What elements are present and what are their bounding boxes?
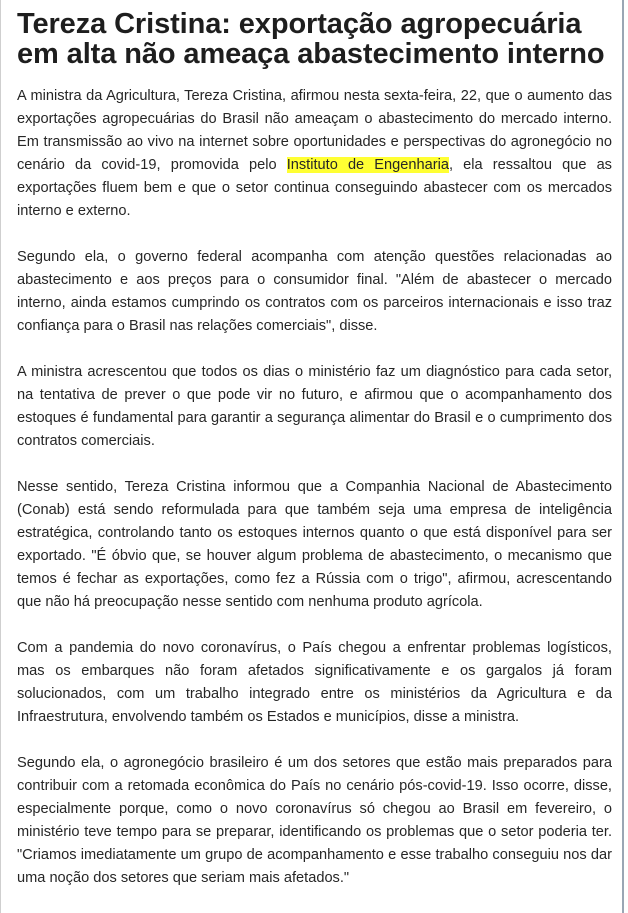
article-paragraph: Segundo ela, o agronegócio brasileiro é um dos setores que estão mais preparados para contribuir com a retomada econômica do País no cenário pós-covid-19. Isso ocorre, disse, especialmente porque, como o novo coronavírus só chegou ao Brasil em fevereiro, o ministério teve tempo para se preparar, identificando os problemas que o setor poderia ter. "Criamos imediatamente um grupo de acompanhamento e esse trabalho conseguiu nos dar uma noção dos setores que seriam mais afetados.": [17, 755, 612, 886]
paragraph-text: A ministra da Agricultura, Tereza Cristina, afirmou nesta sexta-feira, 22, que o aumento das exportações agropecuárias do Brasil não ameaçam o abastecimento do mercado interno. Em transmissão ao vivo na internet sobre oportunidades e perspectivas do agronegócio no cenário da covid-19, promovida pelo: [17, 88, 612, 173]
article-paragraph: [17, 85, 612, 223]
article-paragraph: Nesse sentido, Tereza Cristina informou que a Companhia Nacional de Abastecimento (Conab) está sendo reformulada para que também seja uma empresa de inteligência estratégica, controlando tanto os estoques internos quanto o que está disponível para ser exportado. "É óbvio que, se houver algum problema de abastecimento, o mecanismo que temos é fechar as exportações, como fez a Rússia com o trigo", afirmou, acrescentando que não há preocupação nesse sentido com nenhuma produto agrícola.: [17, 479, 612, 610]
highlighted-link[interactable]: Instituto de Engenharia: [286, 157, 449, 173]
article: [17, 9, 612, 913]
article-body: [17, 85, 612, 890]
paragraph-text: , ela ressaltou que as exportações fluem bem e que o setor continua conseguindo abastecer com os mercados interno e externo.: [17, 157, 612, 219]
article-title: Tereza Cristina: exportação agropecuária em alta não ameaça abastecimento interno: [17, 8, 605, 70]
article-paragraph: Com a pandemia do novo coronavírus, o País chegou a enfrentar problemas logísticos, mas os embarques não foram afetados significativamente e os gargalos já foram solucionados, com um trabalho integrado entre os ministérios da Agricultura e da Infraestrutura, envolvendo também os Estados e municípios, disse a ministra.: [17, 640, 612, 725]
article-paragraph: Segundo ela, o governo federal acompanha com atenção questões relacionadas ao abastecimento e aos preços para o consumidor final. "Além de abastecer o mercado interno, ainda estamos cumprindo os contratos com os parceiros internacionais e isso traz confiança para o Brasil nas relações comerciais", disse.: [17, 249, 612, 334]
article-paragraph: A ministra acrescentou que todos os dias o ministério faz um diagnóstico para cada setor, na tentativa de prever o que pode vir no futuro, e afirmou que o acompanhamento dos estoques é fundamental para garantir a segurança alimentar do Brasil e o cumprimento dos contratos comerciais.: [17, 364, 612, 449]
